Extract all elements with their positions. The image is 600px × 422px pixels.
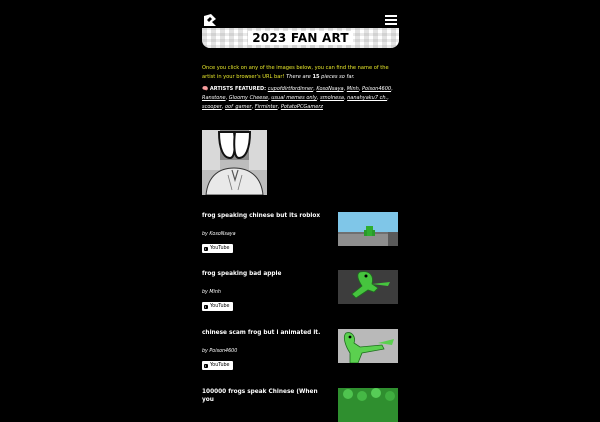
youtube-play-icon [204, 364, 208, 368]
artist-link[interactable]: usual memes only [271, 94, 317, 101]
youtube-button-label: YouTube [210, 246, 230, 251]
youtube-button[interactable] [202, 302, 233, 311]
artist-link[interactable]: Ranstone [202, 94, 226, 101]
video-author: by KosoNsaya [202, 232, 236, 237]
artist-link[interactable]: Gloomy Cheese [228, 94, 269, 101]
roblox-frog-thumbnail [338, 212, 398, 246]
scam-frog-thumbnail [338, 329, 398, 363]
youtube-button[interactable] [202, 244, 233, 253]
video-thumbnail[interactable] [338, 270, 398, 304]
fan-art-image[interactable] [202, 130, 267, 195]
artist-link[interactable]: KosoNsaya [316, 86, 344, 92]
many-frogs-thumbnail [338, 388, 398, 422]
artist-link[interactable]: smolnesa [320, 94, 344, 101]
artist-link[interactable]: nanahyaku7 ch. [347, 94, 388, 101]
video-author: by Minh [202, 290, 221, 295]
intro-text [202, 64, 398, 81]
video-thumbnail[interactable] [338, 329, 398, 363]
artists-label: ARTISTS FEATURED: [209, 86, 267, 92]
title-banner [202, 28, 399, 48]
intro-count-text: There are 15 pieces so far. [286, 73, 355, 80]
youtube-play-icon [204, 305, 208, 309]
video-title[interactable]: frog speaking bad apple [202, 271, 282, 277]
artist-link[interactable]: Poison4600 [362, 86, 392, 92]
artist-link[interactable]: Minh [346, 86, 359, 92]
artist-link[interactable]: Firminter [254, 103, 278, 110]
page-column [200, 0, 400, 403]
youtube-button-label: YouTube [210, 363, 230, 368]
video-author: by Poison4600 [202, 349, 238, 354]
bad-apple-frog-thumbnail [338, 270, 398, 304]
artist-link[interactable]: oof_gamer [224, 103, 252, 110]
youtube-play-icon [204, 247, 208, 251]
brain-icon: 🧠 [202, 86, 209, 92]
youtube-button[interactable] [202, 361, 233, 370]
fan-art-illustration [202, 130, 267, 195]
fanart-count: 15 [312, 73, 320, 80]
artist-link[interactable]: scooper [202, 103, 222, 110]
artist-link[interactable]: PotatoPCGamerz [280, 103, 324, 110]
kumi-logo-icon[interactable] [203, 13, 217, 27]
artists-featured: 🧠 ARTISTS FEATURED: cupofdirtfordinner, KosoNsaya, Minh, Poison4600, Ranstone, Gloomy Cheese, usual memes only, smolnesa, nanahyaku7 ch., scooper, oof_gamer, Firminter, PotatoPCGamerz [202, 86, 393, 110]
intro-instruction: Once you click on any of the images below, you can find the name of the artist in your browser's URL bar! [202, 65, 389, 80]
video-title[interactable]: frog speaking chinese but its roblox [202, 213, 321, 219]
video-thumbnail[interactable] [338, 212, 398, 246]
hamburger-menu-icon[interactable] [385, 14, 397, 26]
youtube-button-label: YouTube [210, 304, 230, 309]
page-title: 2023 FAN ART [202, 28, 399, 48]
video-thumbnail[interactable] [338, 388, 398, 422]
artist-link[interactable]: cupofdirtfordinner [267, 86, 314, 92]
video-title[interactable]: chinese scam frog but i animated it. [202, 330, 321, 336]
video-title[interactable]: 100000 frogs speak Chinese (When you [202, 389, 318, 403]
